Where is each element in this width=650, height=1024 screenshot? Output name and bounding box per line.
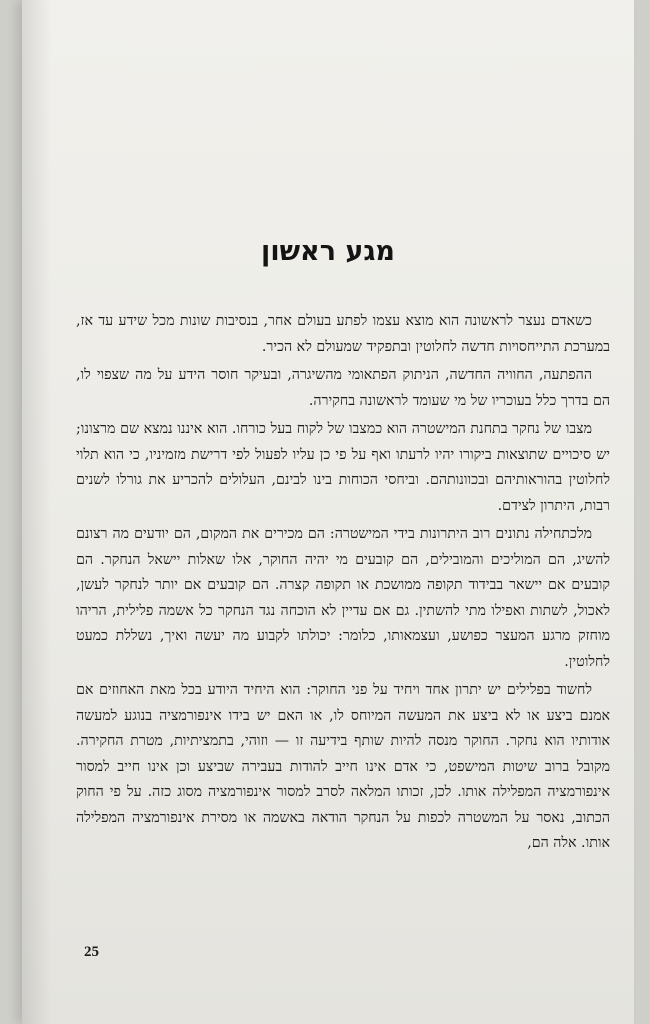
paragraph: כשאדם נעצר לראשונה הוא מוצא עצמו לפתע בעולם אחר, בנסיבות שונות מכל שידע עד אז, במערכת התייחסויות חדשה לחלוטין ובתפקיד שמעולם לא הכיר. bbox=[76, 313, 610, 355]
page-number: 25 bbox=[84, 944, 99, 960]
book-page bbox=[22, 0, 634, 1024]
paragraph: מצבו של נחקר בתחנת המישטרה הוא כמצבו של לקוח בעל כורחו. הוא איננו נמצא שם מרצונו; יש סיכויים שתוצאות ביקורו יהיו לרעתו ואף על פי כן עליו לפעול לפי דרישת מזמיניו, כי הוא תלוי לחלוטין בהוראותיהם ובכוונותהם. וביחסי הכוחות בינו לבינם, העלולים להכריע את גורלו לשנים רבות, היתרון לצידם. bbox=[76, 421, 610, 514]
paragraph: ההפתעה, החוויה החדשה, הניתוק הפתאומי מהשיגרה, ובעיקר חוסר הידע על מה שצפוי לו, הם בדרך כלל בעוכריו של מי שעומד לראשונה בחקירה. bbox=[76, 367, 610, 409]
paragraph: מלכתחילה נתונים רוב היתרונות בידי המישטרה: הם מכירים את המקום, הם יודעים מה רצונם להשיג, הם המוליכים והמובילים, הם קובעים מי יהיה החוקר, אלו שאלות יישאל הנחקר. הם קובעים אם יישאר בבידוד תקופה ממושכת או תקופה קצרה. הם קובעים אם יותר לנחקר לעשן, לאכול, לשתות ואפילו מתי להשתין. גם אם עדיין לא הוכחה נגד הנחקר כל אשמה פלילית, הריהו מוחזק מרגע המעצר כפושע, ועצמאותו, כלומר: יכולתו לקבוע מה יעשה ואיך, נשללת כמעט לחלוטין. bbox=[76, 526, 610, 670]
paragraph: לחשוד בפלילים יש יתרון אחד ויחיד על פני החוקר: הוא היחיד היודע בכל מאת האחוזים אם אמנם ביצע או לא ביצע את המעשה המיוחס לו, או האם יש בידו אינפורמציה בנוגע למעשה אודותיו הוא נחקר. החוקר מנסה להיות שותף בידיעה זו — וזוהי, בתמציתיות, מטרת החקירה. מקובל ברוב שיטות המישפט, כי אדם אינו חייב להודות בעבירה שביצע וכן אינו חייב למסור אינפורמציה המפלילה אותו. לכן, זכותו המלאה לסרב למסור אינפורמציה מסוג כזה. על פי החוק הכתוב, נאסר על המשטרה לכפות על הנחקר הודאה באשמה או מסירת אינפורמציה המפלילה אותו. אלה הם, bbox=[76, 682, 610, 851]
body-text bbox=[76, 309, 610, 860]
chapter-title: מגע ראשון bbox=[261, 236, 395, 267]
